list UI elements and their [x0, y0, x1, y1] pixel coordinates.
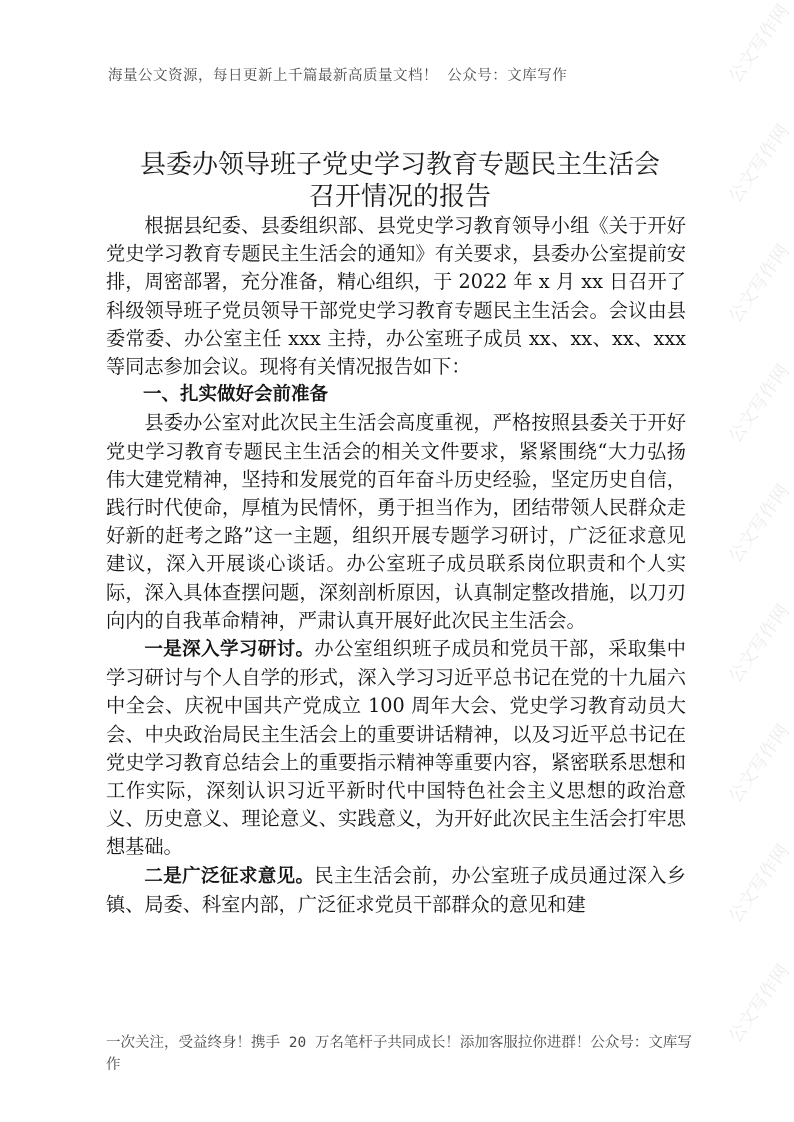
- item-paragraph-1: [106, 635, 686, 862]
- watermark-strip: [724, 0, 794, 1122]
- document-title-line-2: 召开情况的报告: [308, 182, 491, 212]
- watermark-text: 公文写作网: [724, 840, 794, 927]
- watermark-text: 公文写作网: [724, 720, 794, 807]
- watermark-text: 公文写作网: [724, 600, 794, 687]
- item-body: 民主生活会前，办公室班子成员通过深入乡镇、局委、科室内部，广泛征求党员干部群众的意见和建: [106, 863, 686, 916]
- item-paragraph-2: [106, 862, 686, 919]
- watermark-text: 公文写作网: [724, 480, 794, 567]
- document-body: [106, 212, 686, 919]
- watermark-text: 公文写作网: [724, 360, 794, 447]
- intro-paragraph: 根据县纪委、县委组织部、县党史学习教育领导小组《关于开好党史学习教育专题民主生活会的通知》有关要求，县委办公室提前安排，周密部署，充分准备，精心组织，于 2022 年 x 月 xx 日召开了科级领导班子党员领导干部党史学习教育专题民主生活会。会议由县委常委、办公室主任 xxx 主持，办公室班子成员 xx、xx、xx、xxx 等同志参加会议。现将有关情况报告如下：: [106, 214, 686, 379]
- section-heading: 一、扎实做好会前准备: [143, 384, 329, 406]
- header-note: 海量公文资源，每日更新上千篇最新高质量文档！ 公众号：文库写作: [108, 68, 568, 84]
- watermark-text: 公文写作网: [724, 120, 794, 207]
- watermark-text: 公文写作网: [724, 0, 794, 87]
- section-paragraph: 县委办公室对此次民主生活会高度重视，严格按照县委关于开好党史学习教育专题民主生活会的相关文件要求，紧紧围绕“大力弘扬伟大建党精神，坚持和发展党的百年奋斗历史经验，坚定历史自信，践行时代使命，厚植为民情怀，勇于担当作为，团结带领人民群众走好新的赶考之路”这一主题，组织开展专题学习研讨，广泛征求意见建议，深入开展谈心谈话。办公室班子成员联系岗位职责和个人实际，深入具体查摆问题，深刻剖析原因，认真制定整改措施，以刀刃向内的自我革命精神，严肃认真开展好此次民主生活会。: [106, 411, 686, 632]
- document-title-line-1: 县委办领导班子党史学习教育专题民主生活会: [139, 150, 660, 180]
- watermark-text: 公文写作网: [724, 960, 794, 1047]
- watermark-text: 公文写作网: [724, 240, 794, 327]
- footer-note: 一次关注，受益终身！携手 20 万名笔杆子共同成长！添加客服拉你进群！公众号：文库写作: [106, 1035, 692, 1073]
- item-lead: 二是广泛征求意见。: [144, 865, 315, 887]
- item-body: 办公室组织班子成员和党员干部，采取集中学习研讨与个人自学的形式，深入学习习近平总书记在党的十九届六中全会、庆祝中国共产党成立 100 周年大会、党史学习教育动员大会、中央政治局民主生活会上的重要讲话精神，以及习近平总书记在党史学习教育总结会上的重要指示精神等重要内容，紧密联系思想和工作实际，深刻认识习近平新时代中国特色社会主义思想的政治意义、历史意义、理论意义、实践意义，为开好此次民主生活会打牢思想基础。: [106, 637, 686, 859]
- item-lead: 一是深入学习研讨。: [144, 639, 315, 661]
